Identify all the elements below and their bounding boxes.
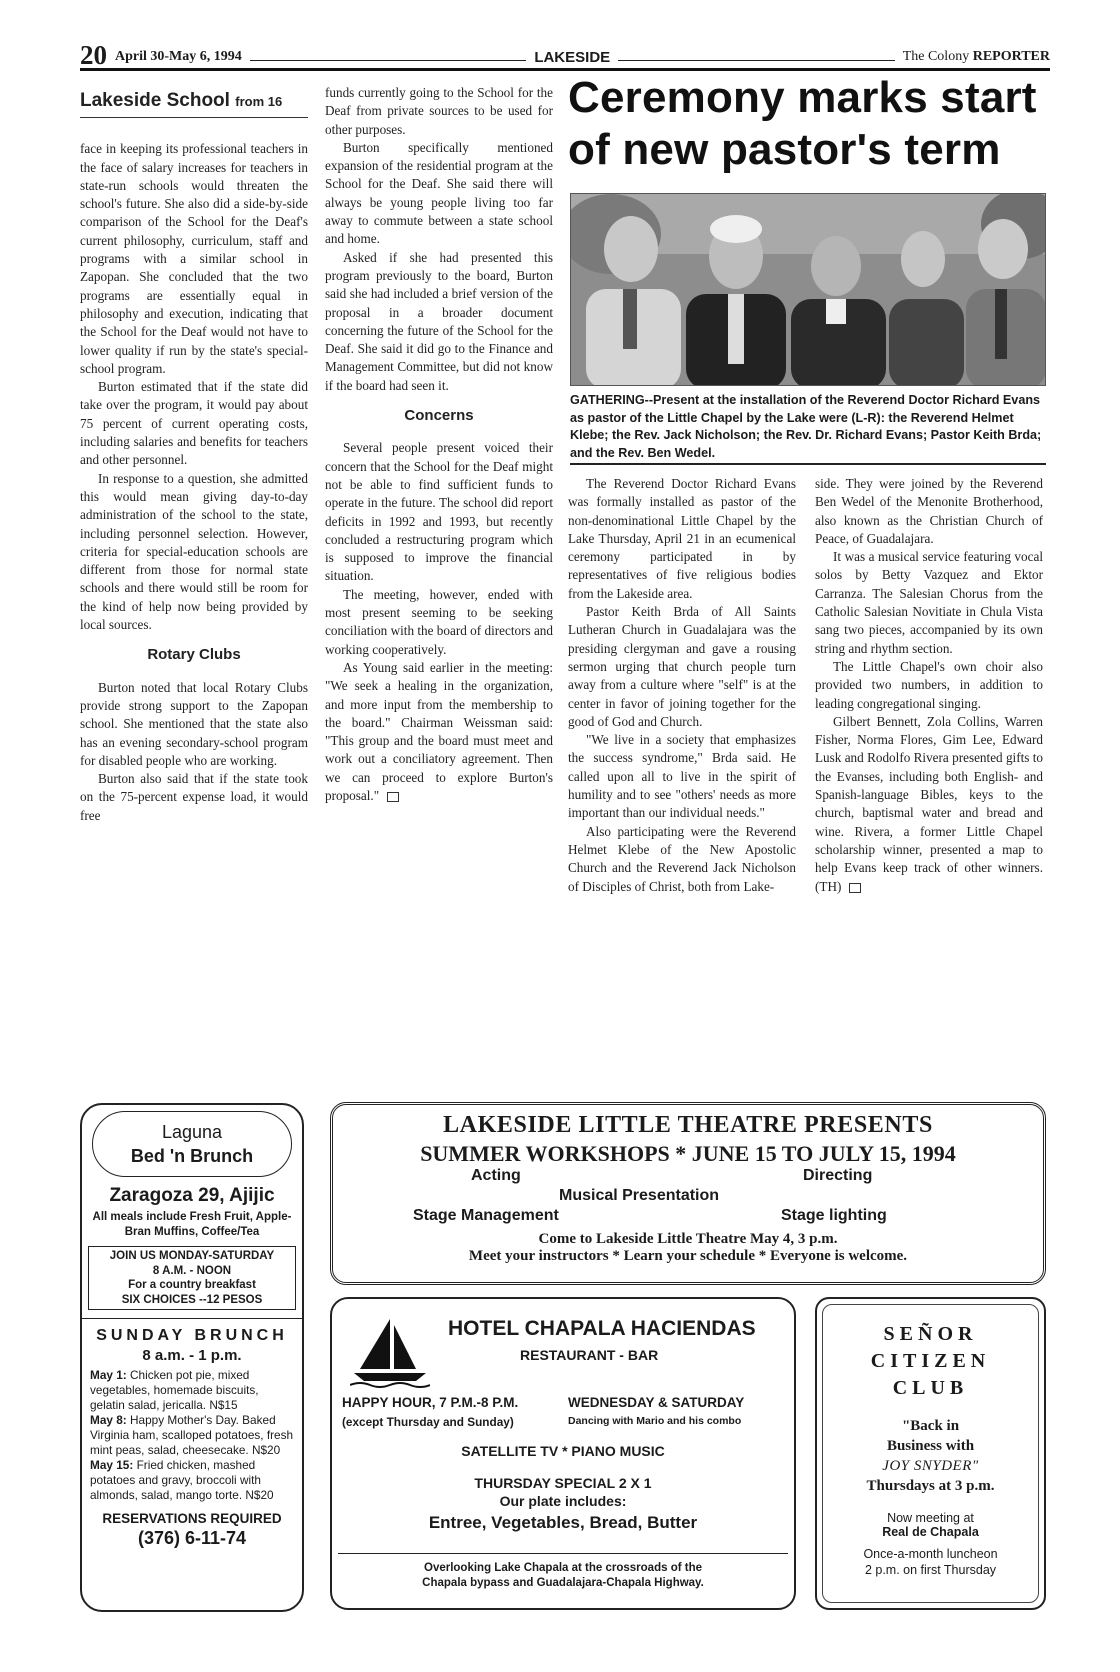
laguna-box-line: For a country breakfast — [128, 1279, 256, 1291]
paper-name-plain: The Colony — [902, 49, 970, 64]
ad-laguna — [80, 1103, 304, 1612]
hotel-subtitle: RESTAURANT - BAR — [520, 1347, 659, 1363]
hotel-happy-hour: HAPPY HOUR, 7 P.M.-8 P.M. — [342, 1395, 519, 1410]
article-paragraph-text: As Young said earlier in the meeting: "We seek a healing in the organization, and more input from the membership to the board." Chairman Weissman said: "This group and the board must meet and work out a conciliatory agreement. Then we can proceed to explore Burton's proposal." — [325, 659, 553, 803]
sailboat-icon — [350, 1315, 430, 1391]
senor-joy-name: JOY SNYDER" — [882, 1458, 979, 1474]
column-3 — [568, 475, 796, 896]
hotel-divider — [338, 1553, 788, 1554]
photo-illustration — [571, 194, 1046, 386]
column-1 — [80, 92, 308, 825]
laguna-box-line: SIX CHOICES --12 PESOS — [121, 1293, 263, 1306]
menu-text: Chicken pot pie, mixed vegetables, homemade biscuits, gelatin salad, jericalla. N$15 — [90, 1368, 259, 1412]
article-paragraph: The Little Chapel's own choir also provided two numbers, in addition to leading congregational singing. — [815, 658, 1043, 711]
article-paragraph: Burton also said that if the state took on the 75-percent expense load, it would free — [80, 771, 308, 823]
theatre-title: LAKESIDE LITTLE THEATRE PRESENTS — [443, 1112, 933, 1138]
article-paragraph-text: Gilbert Bennett, Zola Collins, Warren Fisher, Norma Flores, Gim Lee, Edward Lusk and Rodolfo Rivera presented gifts to the Evanses, including both English- and Spanish-language Bibles, keys to the church, baptismal water and bread and wine. Rivera, a former Little Chapel scholarship winner, presented a map to help Evans keep track of other winners. (TH) — [815, 713, 1043, 894]
senor-back-in-business — [823, 1416, 1038, 1476]
ad-theatre — [330, 1102, 1046, 1285]
photo-caption: GATHERING--Present at the installation of the Reverend Doctor Richard Evans as pastor of the Little Chapel by the Lake were (L-R): the Reverend Helmet Klebe; the Rev. Jack Nicholson; the Rev. Dr. Richard Evans; Pastor Keith Brda; and the Rev. Ben Wedel. — [570, 393, 1042, 460]
senor-back-line: Business with — [886, 1438, 975, 1454]
laguna-menu — [82, 1364, 302, 1503]
article-paragraph: The Reverend Doctor Richard Evans was formally installed as pastor of the non-denominational Little Chapel by the Lake Thursday, April 21 in an ecumenical ceremony participated in by representatives of five religious bodies from the Lakeside area. — [568, 476, 796, 601]
article-paragraph: side. They were joined by the Reverend Ben Wedel of the Menonite Brotherhood, also known as the Christian Church of Peace, of Guadalajara. — [815, 476, 1043, 546]
workshop-stage-management: Stage Management — [413, 1207, 559, 1224]
senor-title-line: CITIZEN — [870, 1350, 991, 1372]
workshop-musical: Musical Presentation — [559, 1187, 720, 1204]
laguna-menu-item — [90, 1413, 294, 1458]
laguna-meals: All meals include Fresh Fruit, Apple-Bran Muffins, Coffee/Tea — [92, 1211, 292, 1238]
senor-title-line: CLUB — [892, 1377, 969, 1399]
subhead-rotary: Rotary Clubs — [147, 646, 241, 664]
menu-date: May 15: — [90, 1458, 134, 1472]
masthead-line — [250, 60, 527, 61]
column-2 — [325, 84, 553, 805]
ad-hotel — [330, 1297, 796, 1610]
article-paragraph — [325, 659, 553, 805]
menu-text: Fried chicken, mashed potatoes and gravy, broccoli with almonds, salad, mango torte. N$20 — [90, 1458, 274, 1502]
article-paragraph: In response to a question, she admitted this would mean giving day-to-day administration of the school to the state, including personnel selection. However, criteria for special-education schools are different from those for normal state schools and there would still be room for the kind of help now being provided by local sources. — [80, 470, 308, 633]
paper-name — [903, 49, 1050, 68]
menu-date: May 8: — [90, 1413, 127, 1427]
article-paragraph: Burton estimated that if the state did take over the program, it would pay about 75 percent of current operating costs, including salaries and benefits for teachers and other personnel. — [80, 379, 308, 468]
page-number: 20 — [80, 40, 107, 70]
ad-senor-citizen — [815, 1297, 1046, 1610]
laguna-name: Laguna — [161, 1122, 223, 1142]
article-paragraph: face in keeping its professional teachers in the face of salary increases for teachers in state-run schools would threaten the school's future. She also did a side-by-side comparison of the School for the Deaf's current philosophy, curriculum, staff and programs with a similar school in Zapopan. She concluded that the two programs are essentially equal in philosophy and execution, indicating that the School for the Deaf would not have to lower quality if run by the state's special-school program. — [80, 141, 308, 376]
hotel-location-line: Overlooking Lake Chapala at the crossroads of the — [424, 1562, 702, 1574]
workshop-acting: Acting — [471, 1167, 521, 1184]
hotel-satellite: SATELLITE TV * PIANO MUSIC — [461, 1443, 665, 1459]
senor-inner-border — [822, 1304, 1039, 1603]
laguna-sunday-brunch: SUNDAY BRUNCH — [96, 1327, 288, 1344]
jump-headline — [80, 92, 308, 118]
masthead-line — [618, 60, 895, 61]
laguna-menu-item — [90, 1458, 294, 1503]
hotel-title: HOTEL CHAPALA HACIENDAS — [448, 1317, 756, 1340]
article-paragraph — [815, 713, 1043, 896]
theatre-row-3 — [333, 1207, 1043, 1227]
laguna-address: Zaragoza 29, Ajijic — [109, 1185, 275, 1206]
menu-text: Happy Mother's Day. Baked Virginia ham, scalloped potatoes, fresh mint peas, salad, cheesecake. N$20 — [90, 1413, 294, 1457]
hotel-location — [332, 1561, 794, 1591]
senor-thursdays: Thursdays at 3 p.m. — [866, 1478, 995, 1494]
workshop-stage-lighting: Stage lighting — [781, 1207, 887, 1224]
caption-rule — [570, 463, 1046, 465]
issue-date: April 30-May 6, 1994 — [115, 49, 242, 64]
laguna-logo — [92, 1111, 292, 1177]
hotel-plate: Our plate includes: — [499, 1493, 627, 1509]
article-paragraph: Several people present voiced their concern that the School for the Deaf might not be able to find sufficient funds to operate in the future. The school did report deficits in 1992 and 1993, but recently concluded a restructuring program which is supposed to improve the financial situation. — [325, 440, 553, 584]
senor-luncheon-line: 2 p.m. on first Thursday — [864, 1562, 997, 1577]
end-mark-icon — [387, 792, 399, 802]
laguna-box-line: JOIN US MONDAY-SATURDAY — [109, 1250, 275, 1262]
theatre-row-1 — [333, 1167, 1043, 1187]
column-4 — [815, 475, 1043, 896]
laguna-reservations: RESERVATIONS REQUIRED — [102, 1511, 282, 1526]
hotel-dancing: Dancing with Mario and his combo — [568, 1415, 742, 1427]
end-mark-icon — [849, 883, 861, 893]
article-paragraph: Also participating were the Reverend Helmet Klebe of the New Apostolic Church and the Reverend Jack Nicholson of Disciples of Christ, both from Lake- — [568, 823, 796, 894]
theatre-come: Come to Lakeside Little Theatre May 4, 3 p.m. — [538, 1231, 838, 1247]
article-paragraph: Burton specifically mentioned expansion of the residential program at the School for the Deaf. She said there will always be young people living too far away to commute between a state school and home. — [325, 139, 553, 247]
article-paragraph: The meeting, however, ended with most present seeming to be seeking conciliation with the board of directors and working cooperatively. — [325, 586, 553, 657]
senor-title-line: SEÑOR — [883, 1323, 978, 1345]
workshop-directing: Directing — [803, 1167, 873, 1184]
hotel-except: (except Thursday and Sunday) — [342, 1415, 514, 1429]
subhead-concerns: Concerns — [404, 407, 474, 425]
masthead — [80, 38, 1050, 68]
senor-luncheon — [823, 1547, 1038, 1578]
senor-joy — [823, 1456, 1038, 1476]
hotel-entree: Entree, Vegetables, Bread, Butter — [428, 1513, 698, 1532]
hotel-wed-sat: WEDNESDAY & SATURDAY — [568, 1395, 745, 1410]
article-paragraph: Pastor Keith Brda of All Saints Lutheran Church in Guadalajara was the presiding clergyman and gave a rousing sermon urging that church people turn away from a culture where "self" is at the center in favor of joining together for the good of God and Church. — [568, 604, 796, 729]
laguna-brunch-time: 8 a.m. - 1 p.m. — [142, 1347, 242, 1364]
laguna-phone: (376) 6-11-74 — [137, 1528, 247, 1548]
hotel-location-line: Chapala bypass and Guadalajara-Chapala Highway. — [422, 1577, 704, 1589]
article-paragraph: Burton noted that local Rotary Clubs provide strong support to the Zapopan school. She mentioned that the state also has an evening secondary-school program for disabled people who are working. — [80, 679, 308, 768]
group-photo — [570, 193, 1046, 386]
masthead-rule — [80, 68, 1050, 71]
menu-date: May 1: — [90, 1368, 127, 1382]
senor-title — [823, 1321, 1038, 1402]
article-paragraph: "We live in a society that emphasizes the success syndrome," Brda said. He called upon all to live in the spirit of humility and to see "others' needs as more important than our individual needs." — [568, 732, 796, 821]
senor-back-line: "Back in — [901, 1418, 960, 1434]
paper-name-bold: REPORTER — [972, 49, 1050, 64]
hotel-thursday-special: THURSDAY SPECIAL 2 X 1 — [474, 1475, 652, 1491]
senor-venue: Real de Chapala — [882, 1525, 979, 1539]
article-paragraph: funds currently going to the School for the Deaf from private sources to be used for other purposes. — [325, 85, 553, 137]
headline: Ceremony marks start of new pastor's term — [568, 73, 1037, 174]
laguna-bnb: Bed 'n Brunch — [130, 1146, 254, 1166]
section-name: LAKESIDE — [534, 49, 611, 66]
laguna-divider — [82, 1318, 302, 1319]
laguna-menu-item — [90, 1368, 294, 1413]
laguna-breakfast-box — [88, 1246, 296, 1310]
senor-now-meeting: Now meeting at — [887, 1511, 974, 1525]
theatre-meet: Meet your instructors * Learn your schedule * Everyone is welcome. — [468, 1248, 908, 1264]
article-paragraph: It was a musical service featuring vocal solos by Betty Vazquez and Ektor Carranza. The Salesian Chorus from the Catholic Salesian Novitiate in Chula Vista sang two pieces, accompanied by its own string and rhythm section. — [815, 549, 1043, 656]
jump-from: from 16 — [235, 94, 283, 109]
theatre-row-2 — [333, 1187, 1043, 1207]
senor-luncheon-line: Once-a-month luncheon — [863, 1547, 998, 1561]
theatre-subtitle: SUMMER WORKSHOPS * JUNE 15 TO JULY 15, 1994 — [420, 1141, 956, 1166]
laguna-box-line: 8 A.M. - NOON — [152, 1264, 232, 1277]
jump-title: Lakeside School — [80, 90, 230, 111]
article-paragraph: Asked if she had presented this program previously to the board, Burton said she had included a brief version of the proposal in a broader document concerning the future of the School for the Deaf. She said it did go to the Finance and Management Committee, but did not know if the board had seen it. — [325, 249, 553, 393]
